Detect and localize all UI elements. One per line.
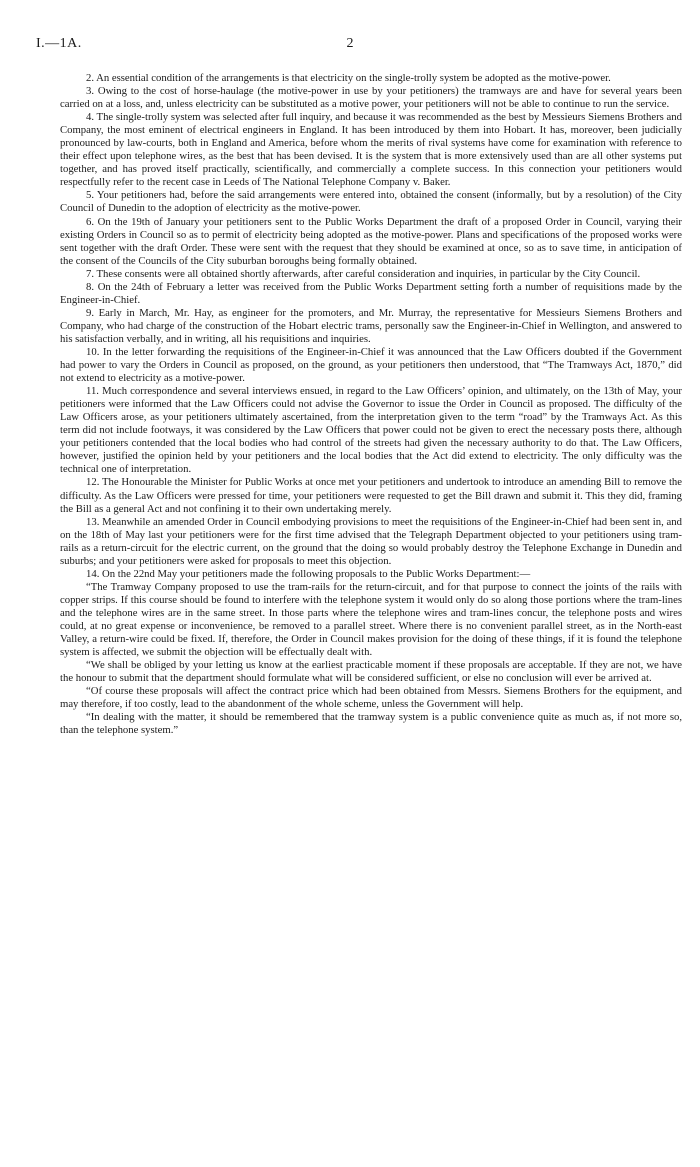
paragraph-3: 3. Owing to the cost of horse-haulage (the motive-power in use by your petitioners) the tramways are and have for several years been carried on at a loss, and, unless electricity can be substituted as a motive power, your petitioners will not be able to continue to run the service.: [60, 85, 682, 111]
paragraph-2: 2. An essential condition of the arrangements is that electricity on the single-trolly system be adopted as the motive-power.: [86, 72, 611, 84]
quoted-proposal-1: “The Tramway Company proposed to use the tram-rails for the return-circuit, and for that purpose to connect the joints of the rails with copper strips. If this course should be found to interfere with the telephone system it would only do so along those portions where the tram-lines and the telephone wires are in the same street. In those parts where the telephone wires and tram-lines concur, the telephone posts and wires could, at no great expense or inconvenience, be removed to a parallel street. Where there is no convenient parallel street, as in the North-east Valley, a return-wire could be fixed. If, therefore, the Order in Council makes provision for the doing of these things, if it is found the telephone system is affected, we submit the objection will be effectually dealt with.: [60, 580, 682, 659]
paragraph-8: 8. On the 24th of February a letter was received from the Public Works Department setting forth a number of requisitions made by the Engineer-in-Chief.: [60, 280, 682, 306]
paragraph-7: 7. These consents were all obtained shortly afterwards, after careful consideration and inquiries, in particular by the City Council.: [86, 267, 641, 280]
paragraph-5: 5. Your petitioners had, before the said arrangements were entered into, obtained the consent (informally, but by a resolution) of the City Council of Dunedin to the adoption of electricity as the motive-power.: [60, 189, 682, 215]
page-number: 2: [346, 36, 354, 51]
quoted-proposal-2: “We shall be obliged by your letting us know at the earliest practicable moment if these proposals are acceptable. If they are not, we have the honour to submit that the department should formulate what will be considered sufficient, or else no conclusion will ever be arrived at.: [60, 659, 682, 685]
document-reference: I.—1A.: [36, 36, 82, 51]
paragraph-10: 10. In the letter forwarding the requisitions of the Engineer-in-Chief it was announced that the Law Officers doubted if the Government had power to vary the Orders in Council as proposed, on the ground, as your petitioners then understood, that “The Tramways Act, 1870,” did not extend to electricity as a motive-power.: [60, 345, 682, 385]
quoted-proposal-3: “Of course these proposals will affect the contract price which had been obtained from Messrs. Siemens Brothers for the equipment, and may therefore, if too costly, lead to the abandonment of the whole scheme, unless the Government will help.: [60, 685, 682, 711]
quoted-proposal-4: “In dealing with the matter, it should be remembered that the tramway system is a public convenience quite as much as, if not more so, than the telephone system.”: [60, 711, 682, 737]
paragraph-13: 13. Meanwhile an amended Order in Council embodying provisions to meet the requisitions of the Engineer-in-Chief had been sent in, and on the 18th of May last your petitioners were for the first time advised that the Telegraph Department objected to your petitioners using tram-rails as a return-circuit for the electric current, on the ground that the doing so would probably destroy the Telephone Exchange in Dunedin and suburbs; and your petitioners were asked for proposals to meet this objection.: [60, 515, 682, 567]
document-body: [60, 72, 682, 737]
paragraph-6: 6. On the 19th of January your petitioners sent to the Public Works Department the draft of a proposed Order in Council, varying their existing Orders in Council so as to permit of electricity being adopted as the motive-power. Plans and specifications of the proposed works were sent together with the draft Order. These were sent with the request that they should be examined at once, so as to save time, in anticipation of the consent of the Councils of the City suburban boroughs being formally obtained.: [60, 215, 682, 267]
page-header: [36, 36, 664, 56]
paragraph-14: 14. On the 22nd May your petitioners made the following proposals to the Public Works Department:—: [86, 567, 531, 580]
paragraph-11: 11. Much correspondence and several interviews ensued, in regard to the Law Officers’ opinion, and ultimately, on the 13th of May, your petitioners were informed that the Law Officers could not advise the Governor to issue the Order in Council as proposed. The difficulty of the Law Officers arose, as your petitioners ultimately ascertained, from the interpretation given to the term “road” by the Tramways Act. As this term did not include footways, it was considered by the Law Officers that power could not be given to erect the necessary posts there, although your petitioners contended that the local bodies who had control of the streets had given the necessary authority to do that. The Law Officers, however, justified the opinion held by your petitioners and the local bodies that the Act did extend to electricity. The only difficulty was the technical one of interpretation.: [60, 385, 682, 476]
paragraph-12: 12. The Honourable the Minister for Public Works at once met your petitioners and undertook to introduce an amending Bill to remove the difficulty. As the Law Officers were pressed for time, your petitioners were requested to get the Bill drawn and submit it. This they did, framing the Bill as a general Act and not confining it to their own undertaking merely.: [60, 476, 682, 515]
paragraph-4: 4. The single-trolly system was selected after full inquiry, and because it was recommended as the best by Messieurs Siemens Brothers and Company, the most eminent of electrical engineers in England. It has been introduced by them into Hobart. It has, moreover, been judicially pronounced by law-courts, both in England and America, before whom the merits of rival systems have come for examination with reference to their effect upon telephone wires, as the best that has been devised. It is the system that is more extensively used than are all other systems put together, and has proved itself practically, scientifically, and commercially a complete success. In this connection your petitioners would respectfully refer to the recent case in Leeds of The National Telephone Company v. Baker.: [60, 111, 682, 189]
paragraph-9: 9. Early in March, Mr. Hay, as engineer for the promoters, and Mr. Murray, the representative for Messieurs Siemens Brothers and Company, who had charge of the construction of the Hobart electric trams, personally saw the Engineer-in-Chief in Wellington, and answered to his satisfaction verbally, and in writing, all his requisitions and inquiries.: [60, 306, 682, 345]
